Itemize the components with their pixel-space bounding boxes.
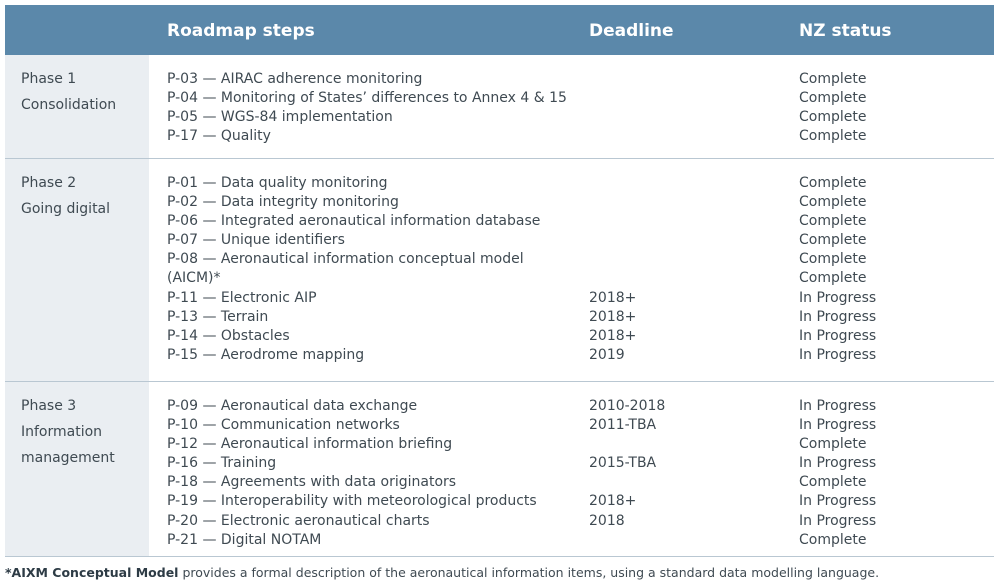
roadmap-step: P-17 — Quality: [167, 128, 271, 145]
roadmap-step: P-15 — Aerodrome mapping: [167, 346, 365, 363]
roadmap-table: [5, 5, 994, 557]
roadmap-step: P-09 — Aeronautical data exchange: [167, 398, 418, 414]
table-row: [167, 454, 994, 473]
deadline-value: 2010-2018: [589, 398, 666, 414]
status-value: Complete: [799, 474, 867, 491]
table-row: [167, 70, 994, 89]
table-row: [167, 193, 994, 212]
phase-rows: [167, 70, 994, 146]
phase-3-section: [5, 382, 994, 557]
table-row: [167, 269, 994, 288]
footnote-term: *AIXM Conceptual Model: [5, 565, 179, 580]
deadline-value: 2018+: [589, 327, 637, 344]
status-value: Complete: [799, 109, 867, 126]
status-value: In Progress: [799, 455, 877, 472]
status-value: In Progress: [799, 289, 877, 306]
table-row: [167, 531, 994, 550]
roadmap-step: P-06 — Integrated aeronautical information database: [167, 213, 541, 230]
roadmap-step: P-18 — Agreements with data originators: [167, 474, 457, 491]
phase-label-cell: [5, 382, 149, 556]
header-deadline: Deadline: [589, 21, 674, 41]
status-value: Complete: [799, 531, 867, 548]
status-value: In Progress: [799, 417, 877, 434]
phase-label: [21, 69, 143, 121]
status-value: Complete: [799, 270, 867, 287]
deadline-value: 2018+: [589, 493, 637, 510]
table-row: [167, 346, 994, 365]
status-value: Complete: [799, 436, 867, 453]
roadmap-step: P-03 — AIRAC adherence monitoring: [167, 71, 423, 87]
status-value: In Progress: [799, 398, 877, 414]
status-value: In Progress: [799, 308, 877, 325]
roadmap-step: P-19 — Interoperability with meteorological products: [167, 493, 537, 510]
table-row: [167, 327, 994, 346]
header-roadmap-steps: Roadmap steps: [167, 21, 315, 41]
status-value: Complete: [799, 128, 867, 145]
deadline-value: 2018: [589, 512, 625, 529]
roadmap-step: P-14 — Obstacles: [167, 327, 290, 344]
status-value: Complete: [799, 232, 867, 249]
table-row: [167, 416, 994, 435]
roadmap-step: (AICM)*: [167, 270, 221, 287]
phase-1-section: [5, 55, 994, 159]
phase-label-line: management: [21, 450, 115, 466]
table-row: [167, 250, 994, 269]
table-row: [167, 397, 994, 416]
table-row: [167, 512, 994, 531]
table-row: [167, 308, 994, 327]
phase-2-section: [5, 159, 994, 382]
deadline-value: 2018+: [589, 308, 637, 325]
status-value: Complete: [799, 194, 867, 211]
phase-label-cell: [5, 55, 149, 158]
roadmap-step: P-20 — Electronic aeronautical charts: [167, 512, 430, 529]
status-value: Complete: [799, 251, 867, 268]
status-value: In Progress: [799, 493, 877, 510]
phase-rows: [167, 397, 994, 550]
phase-label-line: Going digital: [21, 201, 111, 217]
table-row: [167, 473, 994, 492]
phase-rows: [167, 174, 994, 365]
roadmap-step: P-05 — WGS-84 implementation: [167, 109, 393, 126]
table-row: [167, 231, 994, 250]
phase-label-line: Phase 1: [21, 71, 77, 87]
status-value: Complete: [799, 71, 867, 87]
roadmap-step: P-04 — Monitoring of States’ differences to Annex 4 & 15: [167, 90, 567, 107]
deadline-value: 2018+: [589, 289, 637, 306]
table-header: [5, 5, 994, 55]
header-nz-status: NZ status: [799, 21, 892, 41]
footnote-text: provides a formal description of the aeronautical information items, using a standard data modelling language.: [178, 565, 880, 580]
table-row: [167, 435, 994, 454]
roadmap-step: P-12 — Aeronautical information briefing: [167, 436, 453, 453]
deadline-value: 2011-TBA: [589, 417, 657, 434]
status-value: Complete: [799, 213, 867, 230]
footnote: [5, 565, 879, 580]
roadmap-step: P-21 — Digital NOTAM: [167, 531, 322, 548]
status-value: In Progress: [799, 512, 877, 529]
phase-label: [21, 173, 143, 225]
status-value: Complete: [799, 175, 867, 191]
table-row: [167, 127, 994, 146]
roadmap-step: P-11 — Electronic AIP: [167, 289, 317, 306]
phase-label-line: Information: [21, 424, 103, 440]
table-row: [167, 108, 994, 127]
roadmap-step: P-16 — Training: [167, 455, 277, 472]
roadmap-step: P-02 — Data integrity monitoring: [167, 194, 399, 211]
table-row: [167, 212, 994, 231]
roadmap-step: P-07 — Unique identifiers: [167, 232, 345, 249]
phase-label-cell: [5, 159, 149, 381]
status-value: Complete: [799, 90, 867, 107]
roadmap-step: P-13 — Terrain: [167, 308, 269, 325]
deadline-value: 2015-TBA: [589, 455, 657, 472]
status-value: In Progress: [799, 346, 877, 363]
status-value: In Progress: [799, 327, 877, 344]
roadmap-step: P-08 — Aeronautical information conceptual model: [167, 251, 524, 268]
table-row: [167, 492, 994, 511]
roadmap-step: P-01 — Data quality monitoring: [167, 175, 388, 191]
phase-label-line: Consolidation: [21, 97, 117, 113]
phase-label-line: Phase 2: [21, 175, 77, 191]
roadmap-step: P-10 — Communication networks: [167, 417, 400, 434]
deadline-value: 2019: [589, 346, 625, 363]
phase-label-line: Phase 3: [21, 398, 77, 414]
phase-label: [21, 396, 143, 474]
table-row: [167, 289, 994, 308]
table-row: [167, 89, 994, 108]
table-row: [167, 174, 994, 193]
